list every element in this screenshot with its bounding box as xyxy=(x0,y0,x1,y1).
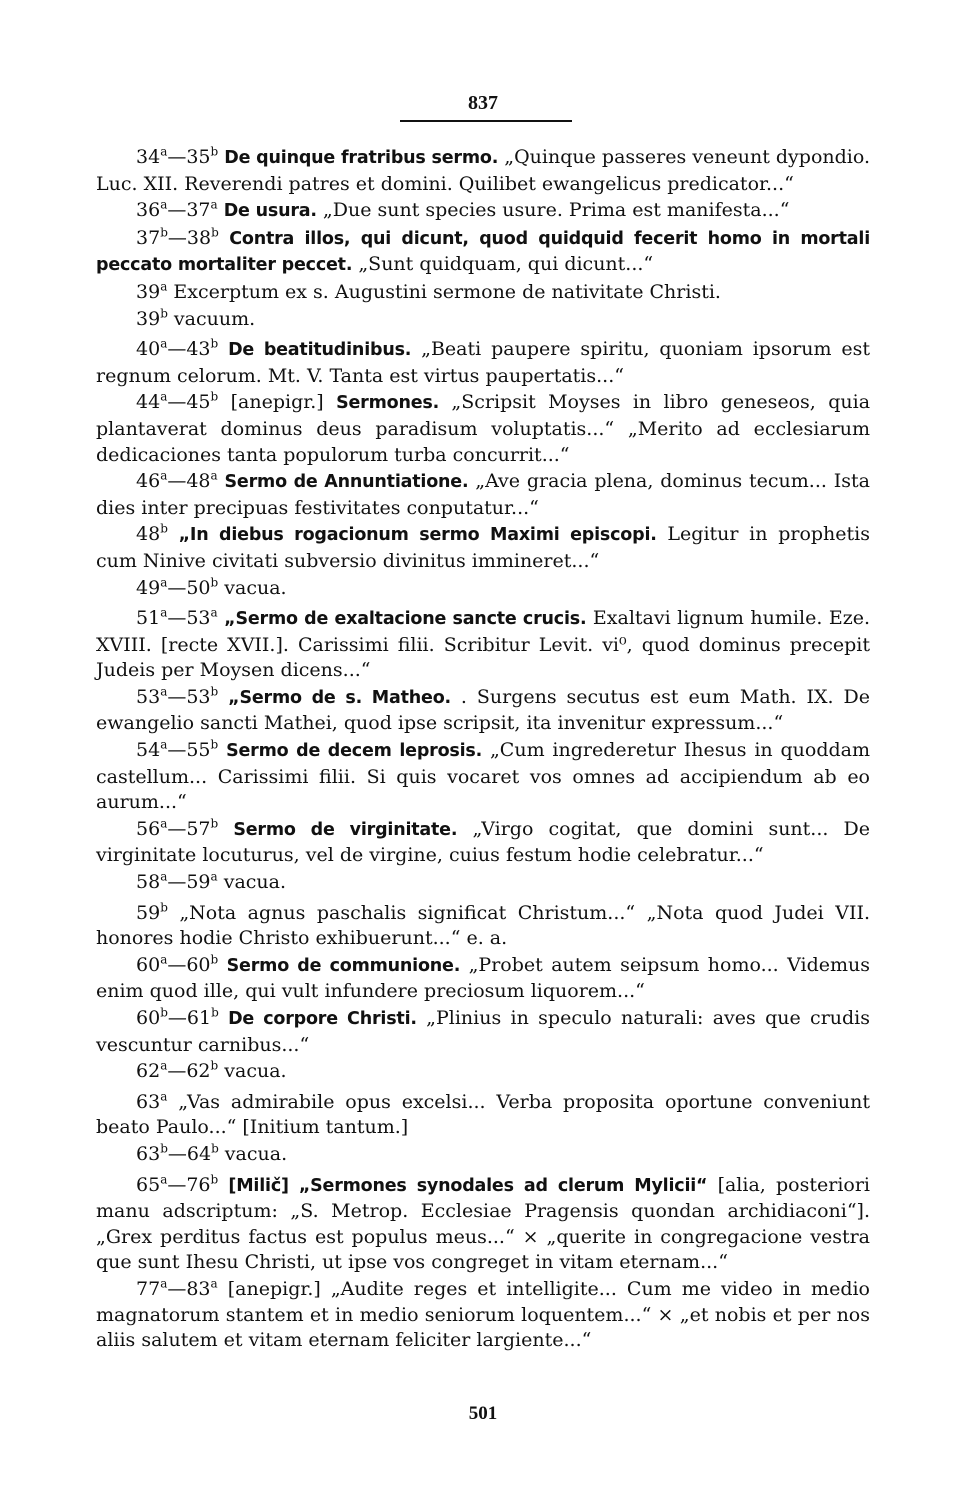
entry-text: vacua. xyxy=(224,576,287,599)
entry-text: vacuum. xyxy=(173,307,256,330)
entry-text: „Probet autem seipsum homo... Videmus enim quod ille, qui vult infundere preciosum liquorem...“ xyxy=(96,953,870,1003)
entry-text: „Plinius in speculo naturali: aves que crudis vescuntur carnibus...“ xyxy=(96,1007,870,1056)
catalog-entry xyxy=(96,576,870,602)
entry-folio: 44$^a$—45$^b$ xyxy=(136,390,219,414)
catalog-entry xyxy=(96,522,870,574)
entry-title: De beatitudinibus. xyxy=(228,340,412,361)
catalog-entry xyxy=(96,901,870,952)
catalog-entry xyxy=(96,337,870,389)
entry-text: „Ave gracia plena, dominus tecum... Ista dies inter precipuas festivitates conputatur...“ xyxy=(96,470,870,519)
entry-folio: 36$^a$—37$^a$ xyxy=(136,197,218,222)
entry-title: De quinque fratribus sermo. xyxy=(224,148,499,168)
entry-title: [Milič] „Sermones synodales ad clerum Mylicii“ xyxy=(228,1175,708,1196)
entry-text: „Vas admirabile opus excelsi... Verba proposita oportune conveniunt beato Paulo...“ [Initium tantum.] xyxy=(96,1090,870,1139)
entry-title: Sermo de Annuntiatione. xyxy=(224,472,469,493)
catalog-entry xyxy=(96,145,870,197)
entry-folio: 77$^a$—83$^a$ xyxy=(136,1276,218,1300)
entry-text: vacua. xyxy=(224,1060,287,1083)
catalog-entry xyxy=(96,307,870,333)
entry-folio: 40$^a$—43$^b$ xyxy=(136,336,219,361)
entry-title: „Sermo de s. Matheo. xyxy=(228,687,451,708)
header-rule xyxy=(400,120,572,122)
entry-text: „Quinque passeres veneunt dypondio. Luc. XII. Reverendi patres et domini. Quilibet ewangelicus predicator...“ xyxy=(96,146,871,195)
entry-text: Excerptum ex s. Augustini sermone de nativitate Christi. xyxy=(173,280,721,303)
catalog-entry xyxy=(96,1006,870,1058)
catalog-entry xyxy=(96,1277,870,1354)
catalog-entry xyxy=(96,1059,870,1085)
entry-folio: 63$^a$ xyxy=(136,1089,168,1113)
entry-title: „Sermo de exaltacione sancte crucis. xyxy=(224,609,587,630)
page-number-top: 837 xyxy=(468,92,498,114)
entry-text: vacua. xyxy=(224,1142,288,1165)
catalog-entry xyxy=(96,870,870,896)
catalog-entry xyxy=(96,280,870,306)
entry-folio: 49$^a$—50$^b$ xyxy=(136,575,219,599)
entry-folio: 62$^a$—62$^b$ xyxy=(136,1058,219,1083)
entry-title: De corpore Christi. xyxy=(228,1009,417,1029)
entry-text: „Scripsit Moyses in libro geneseos, quia plantaverat dominus deus paradisum voluptatis...“ „Merito ad ecclesiarum dedicaciones tanta populorum turba concurrit...“ xyxy=(96,391,871,466)
entry-folio: 39$^a$ xyxy=(136,279,168,303)
entry-text: Exaltavi lignum humile. Eze. XVIII. [recte XVII.]. Carissimi filii. Scribitur Levit. vi⁰, quod dominus precepit Judeis per Moysen dicens...“ xyxy=(96,607,871,682)
entry-title: Sermo de decem leprosis. xyxy=(226,741,483,762)
catalog-entries xyxy=(96,145,870,1355)
catalog-entry xyxy=(96,1173,870,1276)
catalog-entry xyxy=(96,198,870,225)
entry-title: Sermo de communione. xyxy=(226,955,461,976)
entry-folio: 53$^a$—53$^b$ xyxy=(136,684,219,708)
catalog-entry xyxy=(96,606,870,684)
page-number-bottom: 501 xyxy=(468,1403,498,1424)
entry-text: „Sunt quidquam, qui dicunt...“ xyxy=(358,253,654,276)
catalog-entry xyxy=(96,390,870,468)
entry-text: „Nota agnus paschalis significat Christum...“ „Nota quod Judei VII. honores hodie Christo exhibuerunt...“ e. a. xyxy=(96,901,870,950)
entry-folio: 60$^a$—60$^b$ xyxy=(136,952,219,976)
entry-folio: 54$^a$—55$^b$ xyxy=(136,737,219,762)
catalog-entry xyxy=(96,469,870,521)
catalog-entry xyxy=(96,817,870,869)
entry-title: Contra illos, qui dicunt, quod quidquid fecerit homo in mortali peccato mortaliter peccet. xyxy=(96,228,870,276)
entry-folio: 39$^b$ xyxy=(136,306,168,330)
catalog-entry xyxy=(96,226,870,279)
catalog-entry xyxy=(96,738,870,816)
entry-text: „Due sunt species usure. Prima est manifesta...“ xyxy=(322,199,790,222)
entry-text: „Virgo cogitat, que domini sunt... De virginitate locuturus, vel de virgine, cuius festum hodie celebratur...“ xyxy=(96,817,871,867)
entry-text: „Beati paupere spiritu, quoniam ipsorum est regnum celorum. Mt. V. Tanta est virtus paupertatis...“ xyxy=(96,338,870,387)
entry-text: vacua. xyxy=(223,871,287,894)
entry-folio: 51$^a$—53$^a$ xyxy=(136,605,218,630)
catalog-entry xyxy=(96,1142,870,1168)
catalog-entry xyxy=(96,685,870,737)
entry-text: [anepigr.] „Audite reges et intelligite... Cum me video in medio magnatorum stantem et in medio seniorum loquentem...“ × „et nobis et per nos aliis salutem et vitam eternam feliciter largiente...“ xyxy=(96,1277,870,1352)
entry-folio: 65$^a$—76$^b$ xyxy=(136,1172,219,1196)
entry-text: [alia, posteriori manu adscriptum: „S. Metrop. Ecclesiae Pragensis quondan archidiaconi“]. „Grex perditus factus est populus meus...“ × „querite in congregacione vestra que sunt Ihesu Christi, ut ipse vos congreget in vitam eternam...“ xyxy=(96,1173,871,1274)
entry-folio: 63$^b$—64$^b$ xyxy=(136,1141,219,1165)
entry-folio: 34$^a$—35$^b$ xyxy=(136,144,219,168)
entry-folio: 37$^b$—38$^b$ xyxy=(136,225,219,249)
entry-title: Sermo de virginitate. xyxy=(233,819,458,840)
entry-folio: 48$^b$ xyxy=(136,521,168,546)
catalog-entry xyxy=(96,1090,870,1141)
entry-text: „Cum ingrederetur Ihesus in quoddam castellum... Carissimi filii. Si quis vocaret vos omnes ad accipiendum ab eo aurum...“ xyxy=(96,739,870,814)
entry-title: Sermones. xyxy=(336,393,440,414)
entry-text: . Surgens secutus est eum Math. IX. De ewangelio sancti Mathei, quod ipse scripsit, ita invenitur expressum...“ xyxy=(96,685,870,735)
entry-note: [anepigr.] xyxy=(230,391,324,414)
entry-folio: 59$^b$ xyxy=(136,900,168,924)
entry-folio: 56$^a$—57$^b$ xyxy=(136,816,219,840)
catalog-entry xyxy=(96,953,870,1005)
entry-folio: 46$^a$—48$^a$ xyxy=(136,468,218,493)
entry-title: De usura. xyxy=(223,201,317,222)
entry-folio: 60$^b$—61$^b$ xyxy=(136,1005,219,1029)
entry-title: „In diebus rogacionum sermo Maximi episcopi. xyxy=(178,525,657,546)
entry-text: Legitur in prophetis cum Ninive civitati subversio divinitus immineret...“ xyxy=(96,523,870,572)
entry-folio: 58$^a$—59$^a$ xyxy=(136,869,218,894)
